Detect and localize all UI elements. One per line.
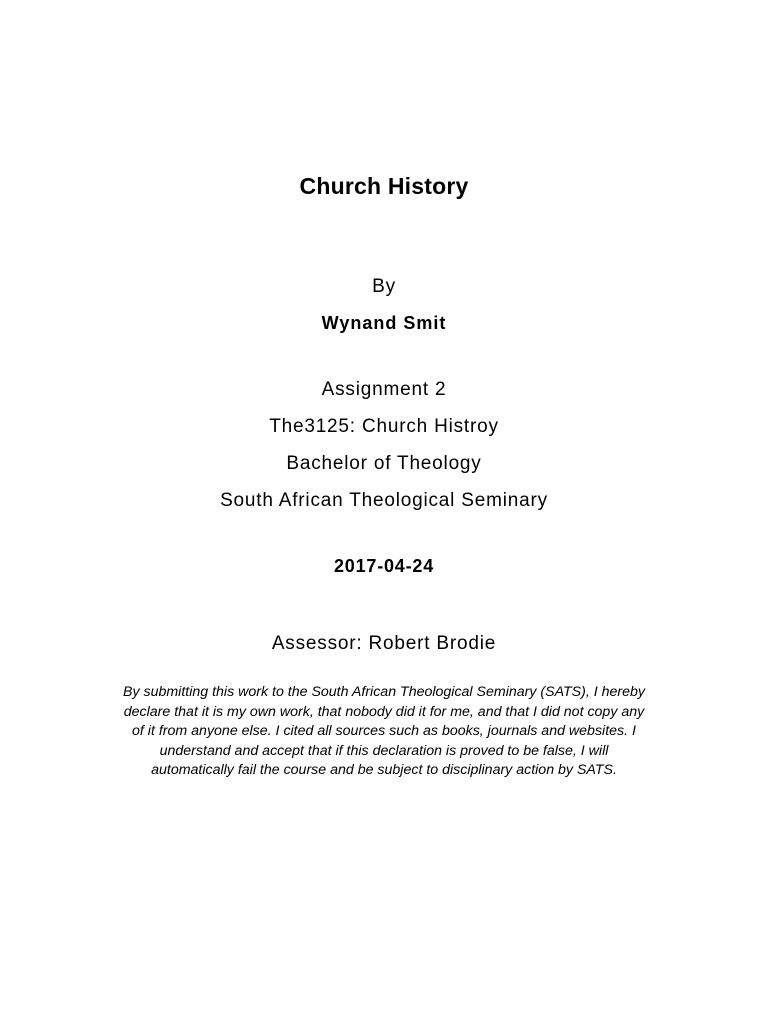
declaration-line: declare that it is my own work, that nobody did it for me, and that I did not copy any: [123, 703, 645, 720]
assignment-label: Assignment 2: [321, 379, 447, 400]
author-name: Wynand Smit: [321, 313, 447, 333]
declaration-line: of it from anyone else. I cited all sources such as books, journals and websites. I: [132, 723, 636, 740]
degree-name: Bachelor of Theology: [286, 453, 482, 474]
by-label: By: [372, 276, 396, 297]
declaration-line: By submitting this work to the South African Theological Seminary (SATS), I hereby: [122, 684, 645, 700]
declaration-paragraph: [84, 683, 684, 781]
institution-name: South African Theological Seminary: [220, 490, 548, 511]
declaration-line: automatically fail the course and be subject to disciplinary action by SATS.: [151, 762, 617, 779]
document-title: Church History: [299, 173, 469, 199]
course-name: The3125: Church Histroy: [269, 416, 499, 437]
declaration-line: understand and accept that if this declaration is proved to be false, I will: [159, 742, 609, 759]
assessor-name: Assessor: Robert Brodie: [271, 633, 497, 654]
submission-date: 2017-04-24: [333, 556, 435, 576]
